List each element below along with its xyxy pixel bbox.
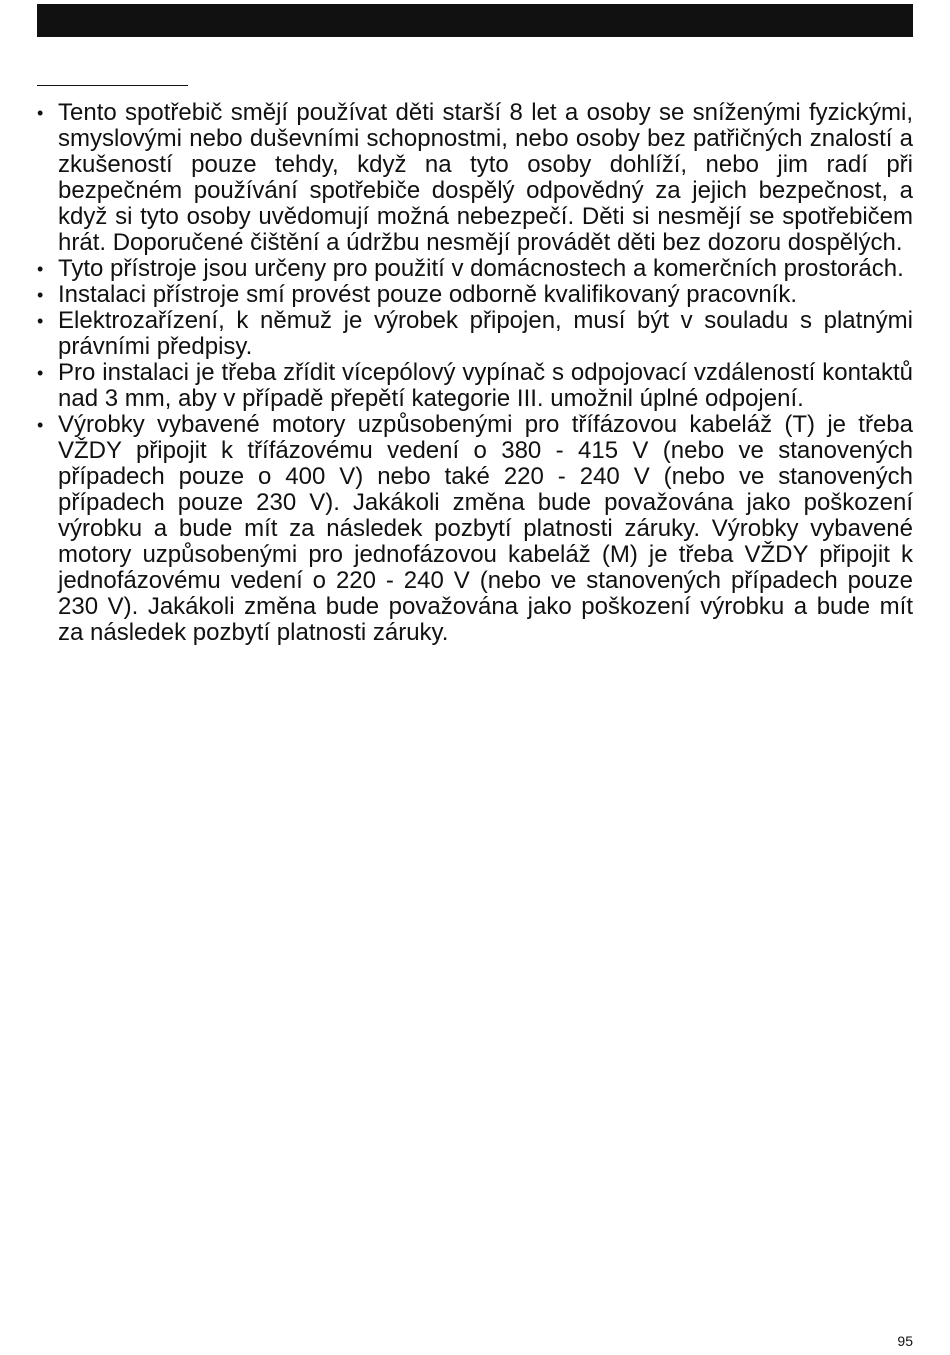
list-item <box>37 256 913 282</box>
list-item-text: Elektrozařízení, k němuž je výrobek připojen, musí být v souladu s platnými právními předpisy. <box>58 307 913 360</box>
bullet-icon: • <box>37 285 44 305</box>
list-item-text: Výrobky vybavené motory uzpůsobenými pro třífázovou kabeláž (T) je třeba VŽDY připojit k třífázovému vedení o 380 - 415 V (nebo ve stanovených případech pouze o 400 V) nebo také 220 - 240 V (nebo ve stanovených případech pouze 230 V). Jakákoli změna bude považována jako poškození výrobku a bude mít za následek pozbytí platnosti záruky. Výrobky vybavené motory uzpůsobenými pro jednofázovou kabeláž (M) je třeba VŽDY připojit k jednofázovému vedení o 220 - 240 V (nebo ve stanovených případech pouze 230 V). Jakákoli změna bude považována jako poškození výrobku a bude mít za následek pozbytí platnosti záruky. <box>58 411 913 646</box>
page-number: 95 <box>897 1333 913 1349</box>
section-divider <box>37 85 188 86</box>
list-item <box>37 412 913 646</box>
bullet-icon: • <box>37 415 44 435</box>
header-bar <box>37 4 913 37</box>
list-item <box>37 100 913 256</box>
list-item-text: Instalaci přístroje smí provést pouze odborně kvalifikovaný pracovník. <box>58 281 798 308</box>
bullet-icon: • <box>37 311 44 331</box>
list-item <box>37 282 913 308</box>
safety-instructions-list <box>37 100 913 646</box>
list-item-text: Tento spotřebič smějí používat děti starší 8 let a osoby se sníženými fyzickými, smyslovými nebo duševními schopnostmi, nebo osoby bez patřičných znalostí a zkušeností pouze tehdy, když na tyto osoby dohlíží, nebo jim radí při bezpečném používání spotřebiče dospělý odpovědný za jejich bezpečnost, a když si tyto osoby uvědomují možná nebezpečí. Děti si nesmějí se spotřebičem hrát. Doporučené čištění a údržbu nesmějí provádět děti bez dozoru dospělých. <box>58 99 913 256</box>
list-item-text: Pro instalaci je třeba zřídit vícepólový vypínač s odpojovací vzdáleností kontaktů nad 3 mm, aby v případě přepětí kategorie III. umožnil úplné odpojení. <box>58 359 913 412</box>
bullet-icon: • <box>37 363 44 383</box>
list-item <box>37 360 913 412</box>
list-item-text: Tyto přístroje jsou určeny pro použití v domácnostech a komerčních prostorách. <box>58 255 904 282</box>
bullet-icon: • <box>37 259 44 279</box>
list-item <box>37 308 913 360</box>
bullet-icon: • <box>37 103 44 123</box>
